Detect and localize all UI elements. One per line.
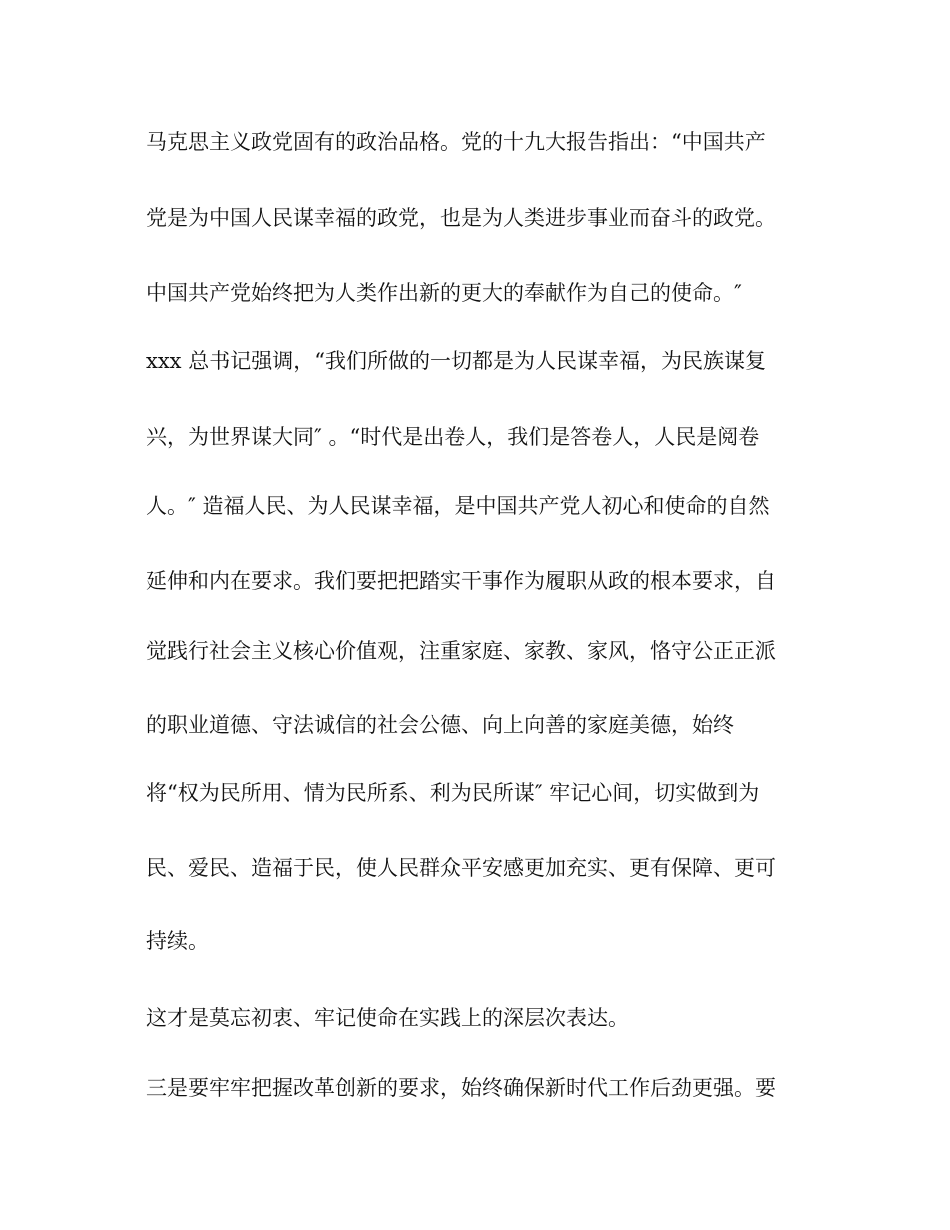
body-text-line: 民、爱民、造福于民，使人民群众平安感更加充实、更有保障、更可 [146,856,776,880]
body-text-line: 中国共产党始终把为人类作出新的更大的奉献作为自己的使命。″ [146,281,742,305]
body-text-line: 兴，为世界谋大同″ 。“时代是出卷人，我们是答卷人，人民是阅卷 [146,425,760,449]
body-text-line: 马克思主义政党固有的政治品格。党的十九大报告指出：“中国共产 [146,130,766,154]
body-text-line: 延伸和内在要求。我们要把把踏实干事作为履职从政的根本要求，自 [146,569,776,593]
body-text-line: 将“权为民所用、情为民所系、利为民所谋″ 牢记心间，切实做到为 [146,781,760,805]
body-text-line: 人。″ 造福人民、为人民谋幸福，是中国共产党人初心和使命的自然 [146,494,770,518]
body-text-line: xxx 总书记强调，“我们所做的一切都是为人民谋幸福，为民族谋复 [146,349,766,373]
body-text-line: 的职业道德、守法诚信的社会公德、向上向善的家庭美德，始终 [146,713,734,737]
body-text-line: 觉践行社会主义核心价值观，注重家庭、家教、家风，恪守公正正派 [146,639,776,663]
body-text-line: 党是为中国人民谋幸福的政党，也是为人类进步事业而奋斗的政党。 [146,206,776,230]
body-text-line: 持续。 [146,929,209,953]
body-text-line: 三是要牢牢把握改革创新的要求，始终确保新时代工作后劲更强。要 [146,1076,776,1100]
body-text-line: 这才是莫忘初衷、牢记使命在实践上的深层次表达。 [146,1006,629,1030]
